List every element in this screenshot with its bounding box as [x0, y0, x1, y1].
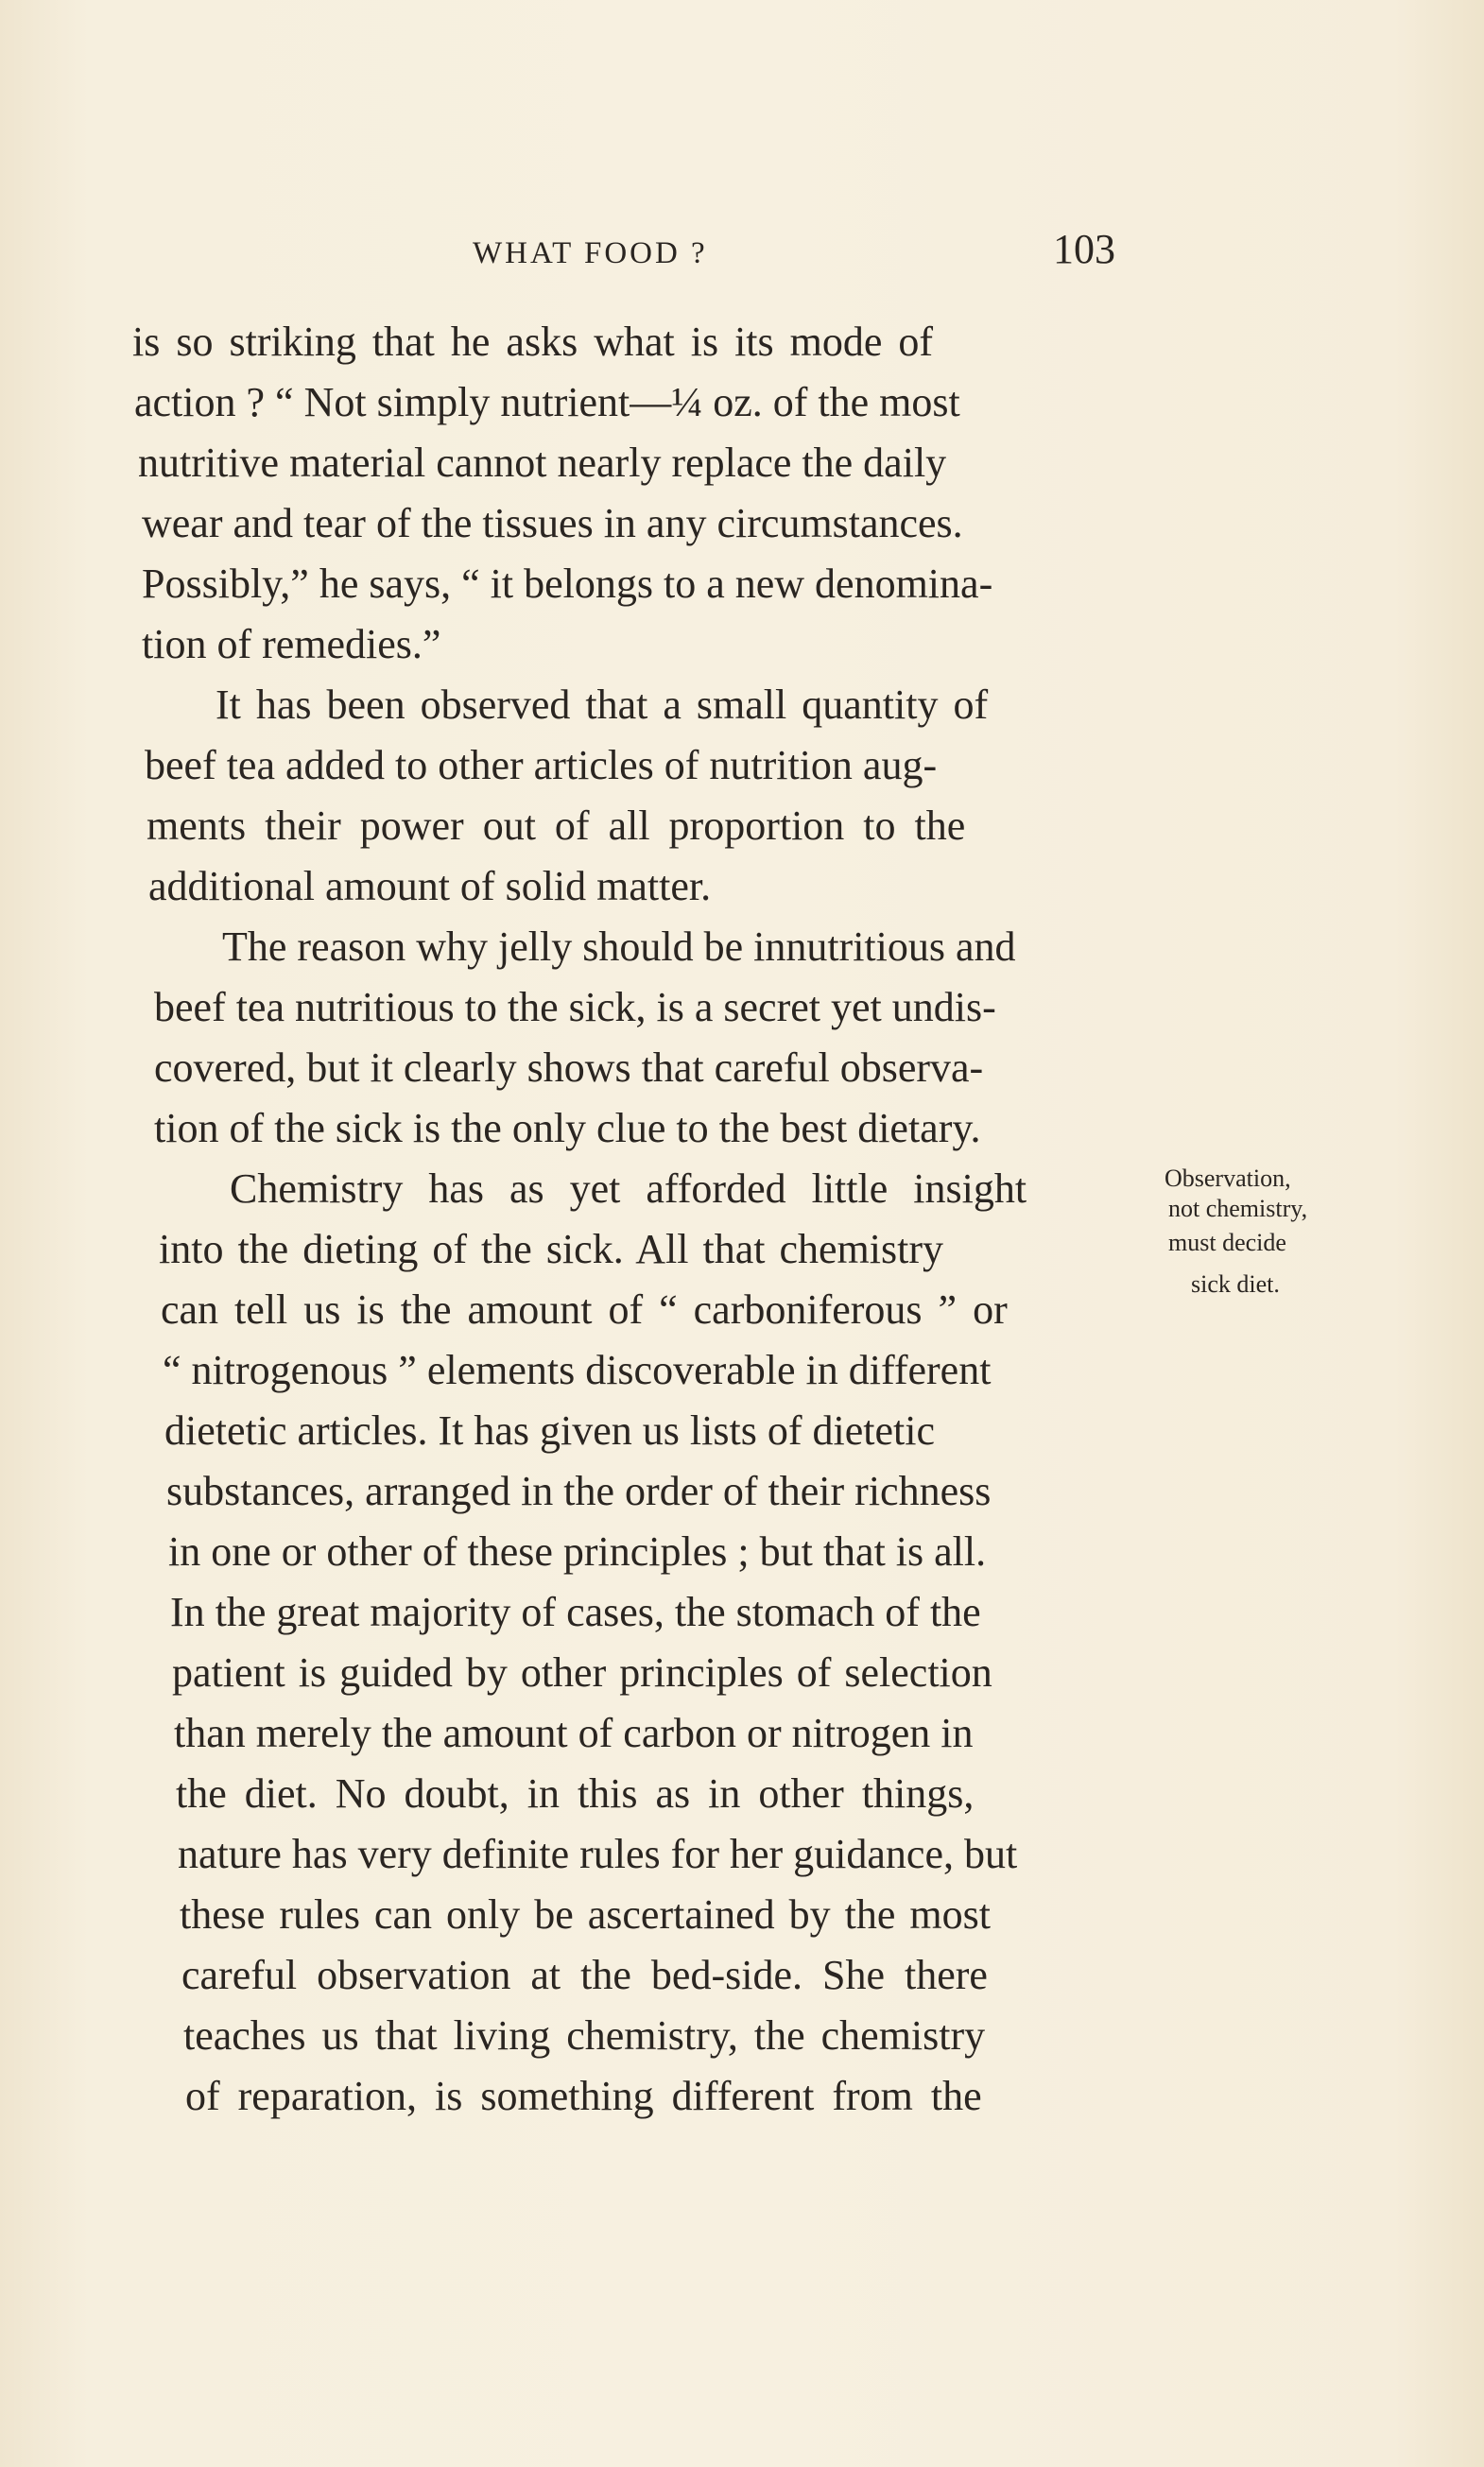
- text-line: of reparation, is something different from the: [185, 2073, 982, 2119]
- text-line: nutritive material cannot nearly replace the daily: [138, 440, 947, 486]
- text-line: Chemistry has as yet afforded little insight: [230, 1165, 1027, 1212]
- text-line: tion of the sick is the only clue to the best dietary.: [154, 1105, 981, 1151]
- text-line: beef tea nutritious to the sick, is a secret yet undis-: [154, 984, 996, 1030]
- text-line: teaches us that living chemistry, the chemistry: [183, 2012, 986, 2059]
- text-line: tion of remedies.”: [142, 621, 441, 667]
- text-line: It has been observed that a small quantity of: [216, 681, 989, 728]
- page-number: 103: [1053, 226, 1115, 272]
- text-line: Possibly,” he says, “ it belongs to a new denomina-: [142, 561, 993, 607]
- margin-note-line: must decide: [1168, 1229, 1286, 1256]
- text-line: into the dieting of the sick. All that chemistry: [159, 1226, 943, 1272]
- text-line: patient is guided by other principles of selection: [172, 1649, 992, 1696]
- page-header: [473, 225, 1125, 282]
- text-line: can tell us is the amount of “ carboniferous ” or: [161, 1286, 1008, 1333]
- margin-note-line: not chemistry,: [1168, 1195, 1308, 1222]
- text-line: wear and tear of the tissues in any circumstances.: [142, 500, 963, 546]
- text-line: The reason why jelly should be innutritious and: [222, 923, 1016, 970]
- text-line: additional amount of solid matter.: [148, 863, 712, 909]
- text-line: action ? “ Not simply nutrient—¼ oz. of the most: [134, 379, 960, 425]
- text-line: ments their power out of all proportion to the: [147, 802, 966, 849]
- text-line: beef tea added to other articles of nutrition aug-: [145, 742, 938, 788]
- text-line: “ nitrogenous ” elements discoverable in different: [163, 1347, 992, 1393]
- text-line: careful observation at the bed-side. She there: [181, 1952, 988, 1998]
- text-line: than merely the amount of carbon or nitrogen in: [174, 1710, 974, 1756]
- text-line: nature has very definite rules for her guidance, but: [178, 1831, 1018, 1877]
- text-line: the diet. No doubt, in this as in other things,: [176, 1770, 975, 1817]
- text-line: in one or other of these principles ; but that is all.: [168, 1528, 987, 1575]
- text-line: dietetic articles. It has given us lists of dietetic: [164, 1407, 935, 1454]
- text-line: covered, but it clearly shows that careful observa-: [154, 1044, 984, 1091]
- running-head: WHAT FOOD ?: [473, 236, 708, 270]
- text-line: In the great majority of cases, the stomach of the: [170, 1589, 981, 1635]
- text-line: substances, arranged in the order of their richness: [166, 1468, 992, 1514]
- text-line: these rules can only be ascertained by the most: [180, 1891, 991, 1938]
- margin-note-line: sick diet.: [1191, 1270, 1280, 1298]
- text-line: is so striking that he asks what is its mode of: [132, 319, 934, 365]
- margin-note-line: Observation,: [1165, 1164, 1291, 1192]
